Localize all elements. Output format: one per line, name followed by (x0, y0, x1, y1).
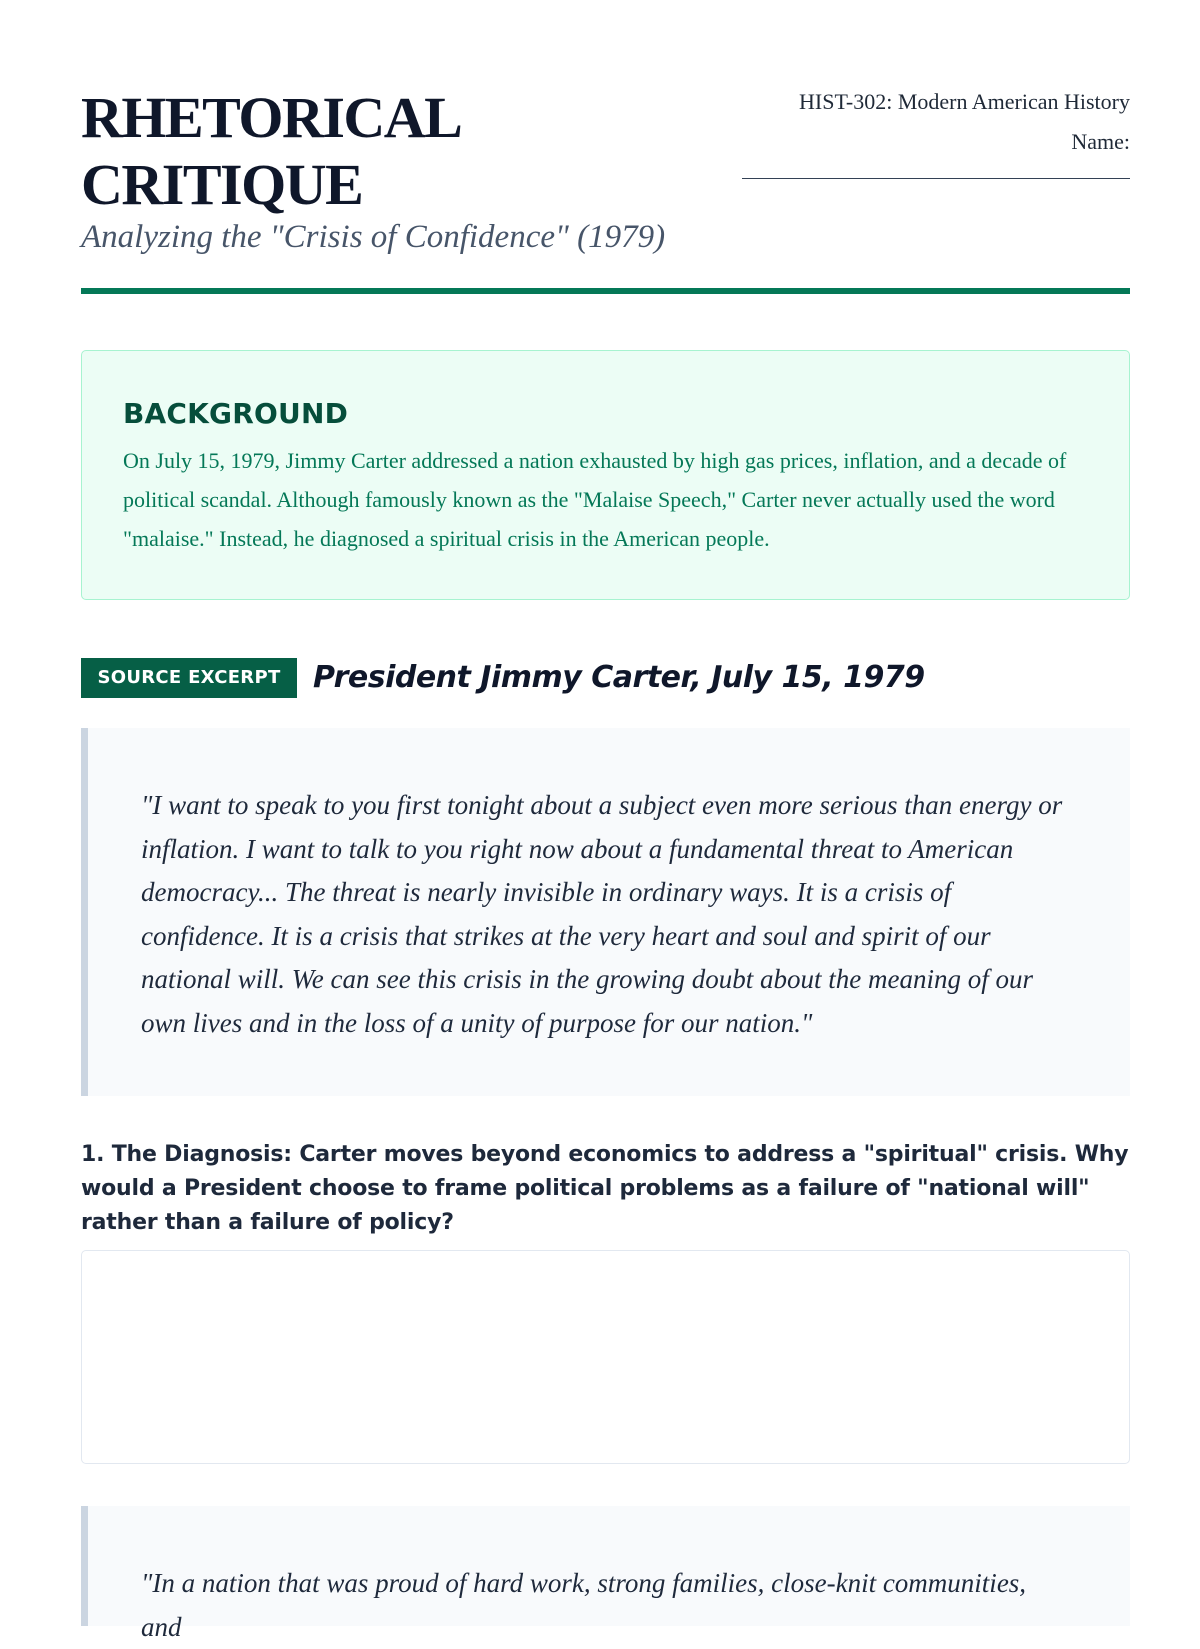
page-title: RHETORICAL CRITIQUE (81, 85, 459, 217)
header-divider (81, 288, 1130, 294)
source-attribution: President Jimmy Carter, July 15, 1979 (313, 660, 925, 695)
source-excerpt-quote (81, 728, 1130, 1096)
question-1-answer-box[interactable] (81, 1250, 1130, 1464)
name-label: Name: (1071, 129, 1130, 154)
worksheet-page (81, 0, 1130, 1642)
worksheet-header (81, 80, 1130, 296)
page-subtitle: Analyzing the "Crisis of Confidence" (1979) (81, 219, 666, 255)
quote-text: "I want to speak to you first tonight about a subject even more serious than energy or inflation. I want to talk to you right now about a fundamental threat to American democracy... The threat is nearly invisible in ordinary ways. It is a crisis of confidence. It is a crisis that strikes at the very heart and soul and spirit of our national will. We can see this crisis in the growing doubt about the meaning of our own lives and in the loss of a unity of purpose for our nation." (141, 790, 1063, 1038)
background-text: On July 15, 1979, Jimmy Carter addressed a nation exhausted by high gas prices, inflation, and a decade of political scandal. Although famously known as the "Malaise Speech," Carter never actually used the word "malaise." Instead, he diagnosed a spiritual crisis in the American people. (123, 448, 1067, 551)
background-box (81, 350, 1130, 600)
question-1-prompt: 1. The Diagnosis: Carter moves beyond economics to address a "spiritual" crisis. Why would a President choose to frame political problems as a failure of "national will" rather than a failure of policy? (81, 1142, 1129, 1235)
course-label: HIST-302: Modern American History (799, 89, 1130, 114)
source-header (81, 656, 1130, 700)
course-meta (730, 82, 1130, 162)
background-heading: BACKGROUND (123, 397, 349, 430)
name-blank-line[interactable] (742, 178, 1130, 179)
second-excerpt-quote (81, 1506, 1130, 1642)
source-badge: SOURCE EXCERPT (81, 658, 297, 698)
quote-text: "In a nation that was proud of hard work, strong families, close-knit communities, and (141, 1568, 1027, 1642)
